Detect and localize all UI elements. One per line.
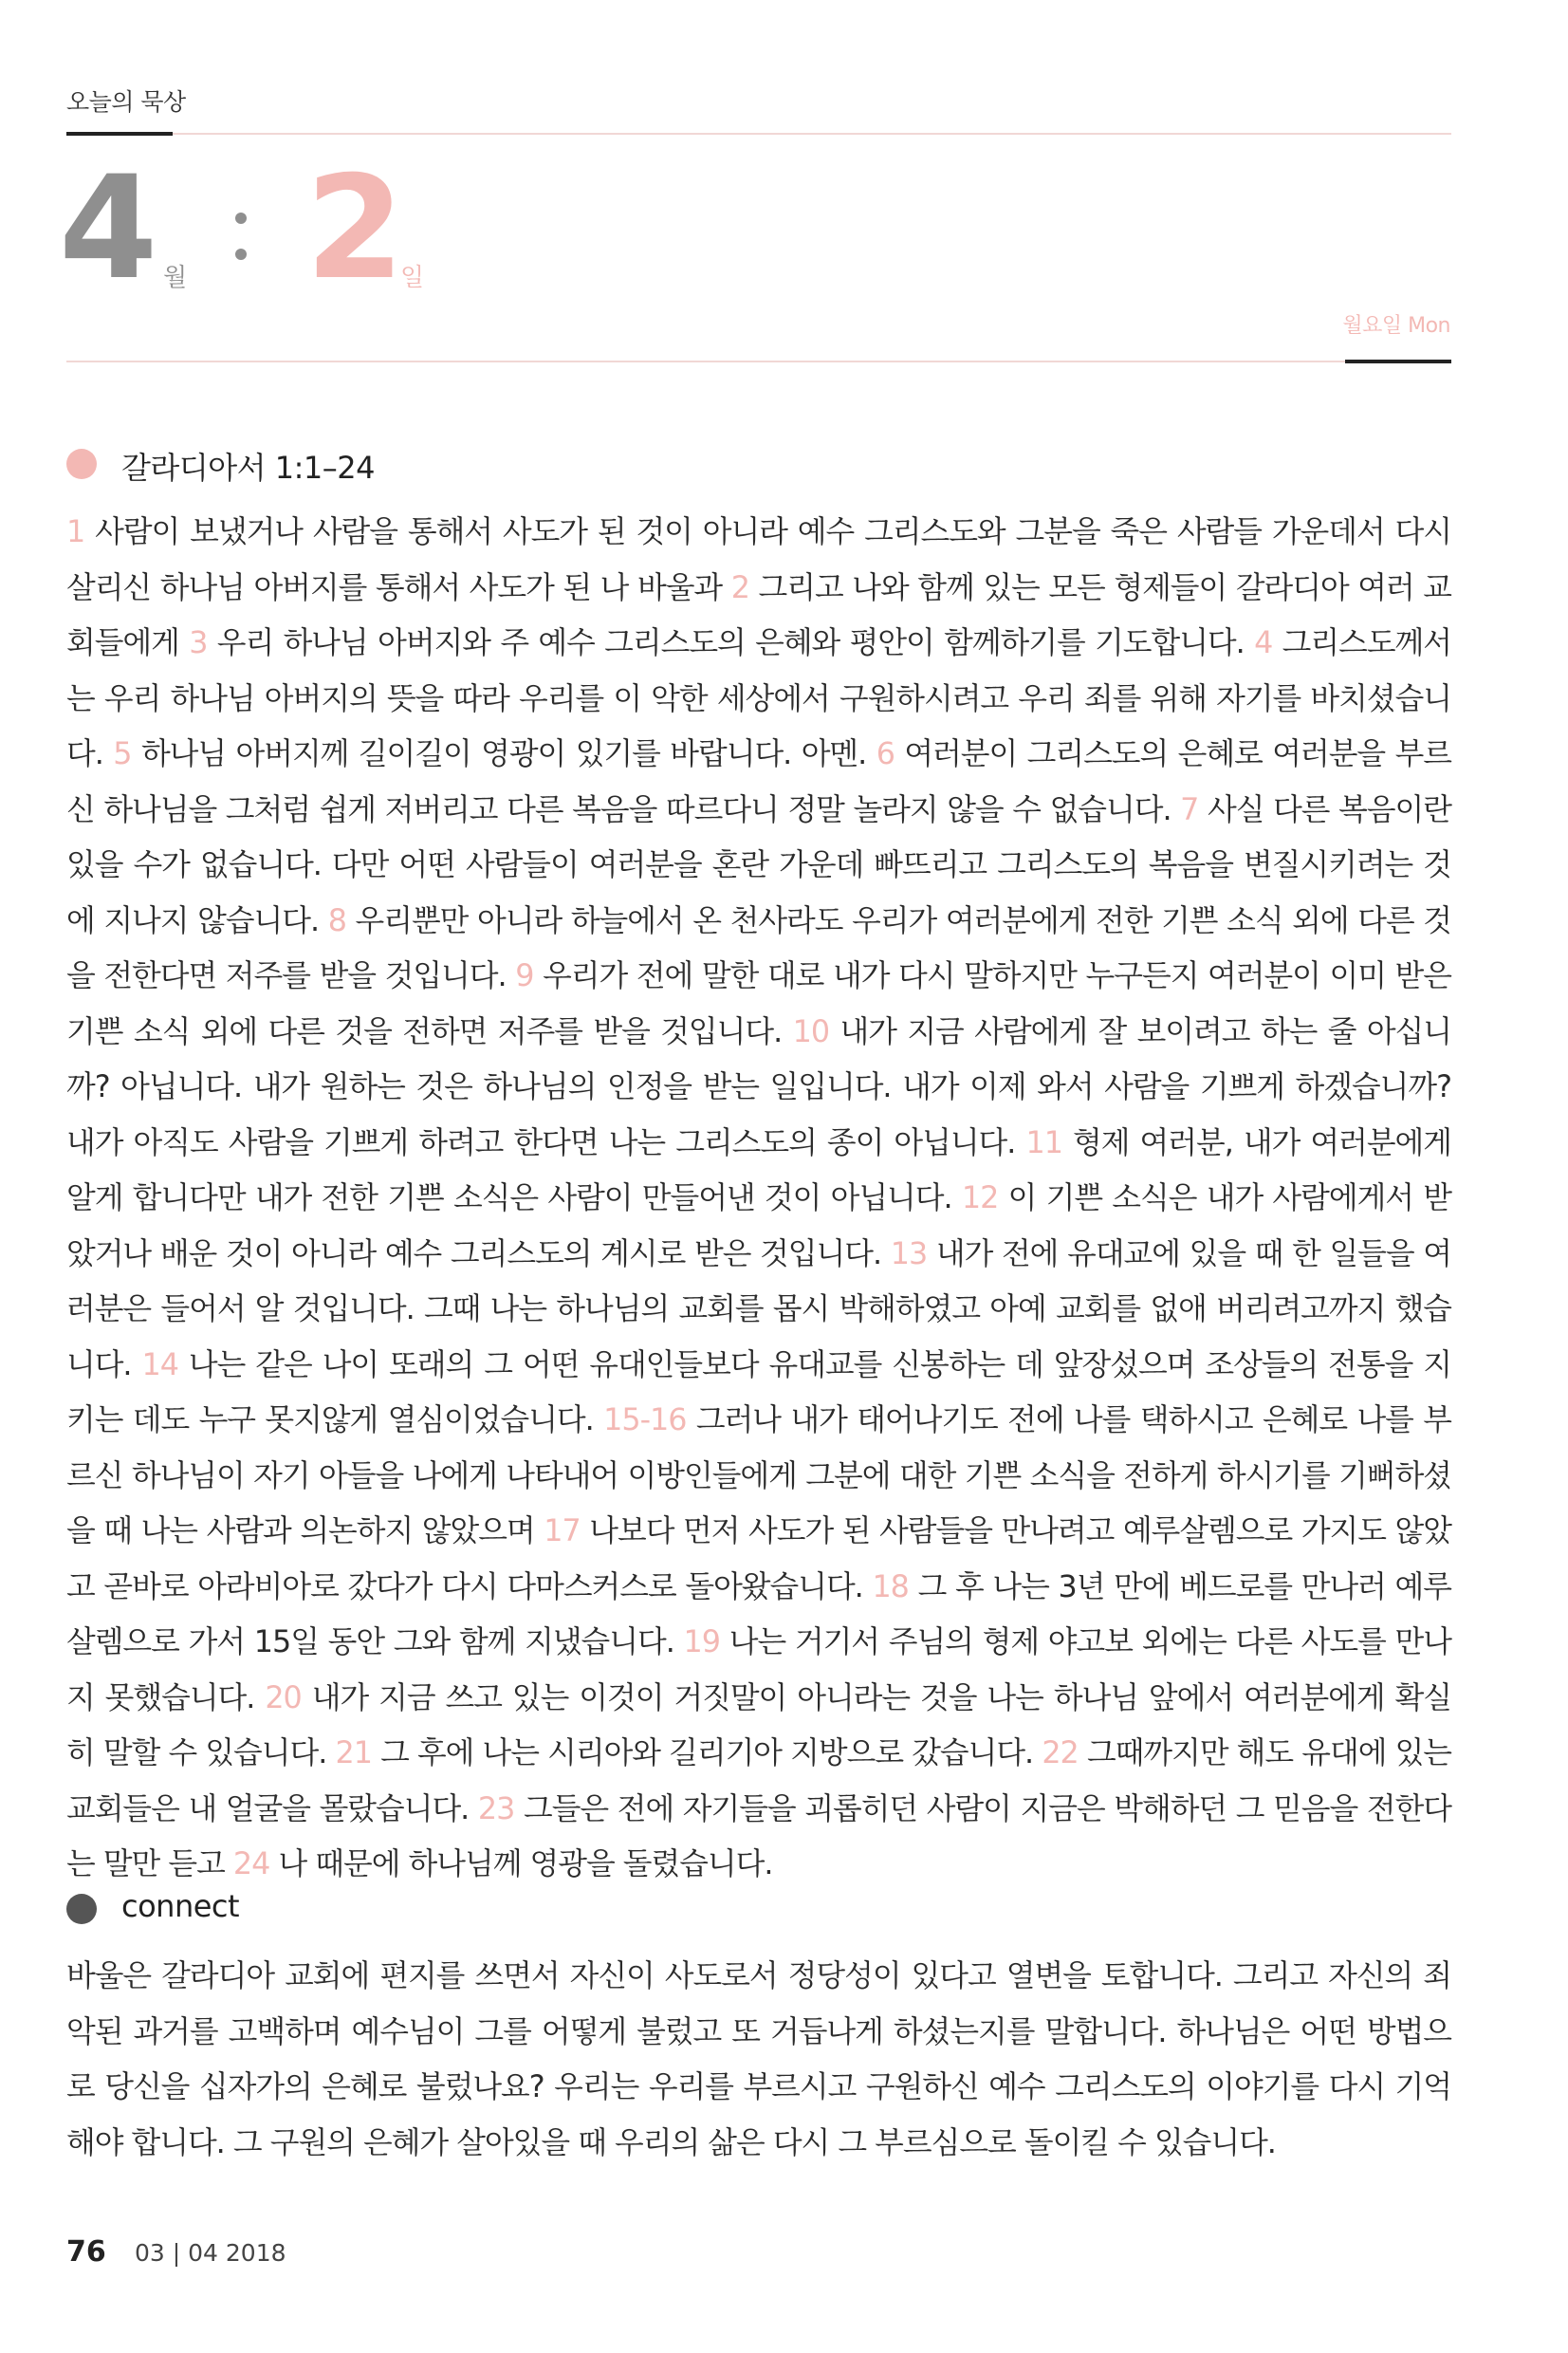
verse-text: 내가 지금 쓰고 있는 이것이 거짓말이 아니라는 것을 나는 하나님 앞에서 여러분에게 확실히 말할 수 있습니다. bbox=[66, 1679, 1451, 1770]
header-rule-accent bbox=[66, 132, 173, 136]
verse-text: 우리 하나님 아버지와 주 예수 그리스도의 은혜와 평안이 함께하기를 기도합니다. bbox=[207, 625, 1255, 660]
verse-number: 18 bbox=[872, 1568, 909, 1604]
verse-text: 내가 지금 사람에게 잘 보이려고 하는 줄 아십니까? 아닙니다. 내가 원하는 것은 하나님의 인정을 받는 일입니다. 내가 이제 와서 사람을 기쁘게 하겠습니까? 내가 아직도 사람을 기쁘게 하려고 한다면 나는 그리스도의 종이 아닙니다. bbox=[66, 1013, 1451, 1160]
verse-number: 7 bbox=[1180, 791, 1199, 827]
verse-number: 24 bbox=[232, 1846, 270, 1881]
connect-text: 바울은 갈라디아 교회에 편지를 쓰면서 자신이 사도로서 정당성이 있다고 열변을 토합니다. 그리고 자신의 죄악된 과거를 고백하며 예수님이 그를 어떻게 불렀고 또 거듭나게 하셨는지를 말합니다. 하나님은 어떤 방법으로 당신을 십자가의 은혜로 불렀나요? 우리는 우리를 부르시고 구원하신 예수 그리스도의 이야기를 다시 기억해야 합니다. 그 구원의 은혜가 살아있을 때 우리의 삶은 다시 그 부르심으로 돌이킬 수 있습니다. bbox=[66, 1958, 1451, 2160]
section-label: 오늘의 묵상 bbox=[66, 88, 186, 116]
verse-text: 나보다 먼저 사도가 된 사람들을 만나려고 예루살렘으로 가지도 않았고 곧바로 아라비아로 갔다가 다시 다마스커스로 돌아왔습니다. bbox=[66, 1513, 1451, 1604]
verse-text: 나는 거기서 주님의 형제 야고보 외에는 다른 사도를 만나지 못했습니다. bbox=[66, 1624, 1451, 1715]
verse-text: 나는 같은 나이 또래의 그 어떤 유대인들보다 유대교를 신봉하는 데 앞장섰으며 조상들의 전통을 지키는 데도 누구 못지않게 열심이었습니다. bbox=[66, 1346, 1451, 1437]
verse-number: 11 bbox=[1025, 1124, 1062, 1160]
verse-text: 그리스도께서는 우리 하나님 아버지의 뜻을 따라 우리를 이 악한 세상에서 구원하시려고 우리 죄를 위해 자기를 바치셨습니다. bbox=[66, 625, 1451, 771]
verse-text: 사실 다른 복음이란 있을 수가 없습니다. 다만 어떤 사람들이 여러분을 혼란 가운데 빠뜨리고 그리스도의 복음을 변질시키려는 것에 지나지 않습니다. bbox=[66, 791, 1451, 938]
issue-date: 03 | 04 2018 bbox=[135, 2239, 286, 2267]
verse-number: 3 bbox=[189, 625, 208, 660]
verse-text: 그 후에 나는 시리아와 길리기아 지방으로 갔습니다. bbox=[371, 1735, 1042, 1770]
verse-text: 우리가 전에 말한 대로 내가 다시 말하지만 누구든지 여러분이 이미 받은 기쁜 소식 외에 다른 것을 전하면 저주를 받을 것입니다. bbox=[66, 958, 1451, 1049]
verse-text: 그 후 나는 3년 만에 베드로를 만나러 예루살렘으로 가서 15일 동안 그와 함께 지냈습니다. bbox=[66, 1568, 1451, 1659]
date-rule bbox=[66, 361, 1451, 362]
verse-number: 10 bbox=[792, 1013, 830, 1049]
date-rule-accent bbox=[1345, 360, 1451, 363]
verse-number: 1 bbox=[66, 514, 85, 549]
verse-text: 하나님 아버지께 길이길이 영광이 있기를 바랍니다. 아멘. bbox=[131, 736, 876, 771]
pink-bullet-icon bbox=[66, 449, 97, 479]
verse-text: 사람이 보냈거나 사람을 통해서 사도가 된 것이 아니라 예수 그리스도와 그분을 죽은 사람들 가운데서 다시 살리신 하나님 아버지를 통해서 사도가 된 나 바울과 bbox=[66, 514, 1451, 605]
page-number: 76 bbox=[66, 2235, 106, 2269]
verse-number: 15-16 bbox=[603, 1402, 687, 1437]
verse-text: 여러분이 그리스도의 은혜로 여러분을 부르신 하나님을 그처럼 쉽게 저버리고 다른 복음을 따르다니 정말 놀라지 않을 수 없습니다. bbox=[66, 736, 1451, 827]
colon-dot-top bbox=[235, 213, 247, 224]
verse-text: 나 때문에 하나님께 영광을 돌렸습니다. bbox=[269, 1846, 773, 1881]
gray-bullet-icon bbox=[66, 1894, 97, 1924]
day-number: 2 bbox=[305, 146, 405, 311]
header-rule bbox=[66, 133, 1451, 135]
verse-number: 20 bbox=[265, 1679, 302, 1715]
verse-number: 14 bbox=[141, 1346, 178, 1382]
verse-number: 19 bbox=[683, 1624, 720, 1659]
verse-number: 13 bbox=[890, 1235, 928, 1271]
verse-text: 그리고 나와 함께 있는 모든 형제들이 갈라디아 여러 교회들에게 bbox=[66, 569, 1451, 660]
connect-title: connect bbox=[121, 1888, 240, 1924]
verse-number: 17 bbox=[544, 1513, 581, 1548]
verse-number: 21 bbox=[335, 1735, 372, 1770]
verse-number: 4 bbox=[1254, 625, 1273, 660]
verse-number: 6 bbox=[876, 736, 895, 771]
scripture-text bbox=[66, 505, 1451, 1893]
verse-number: 8 bbox=[327, 902, 346, 938]
colon-dot-bottom bbox=[235, 249, 247, 260]
verse-text: 그들은 전에 자기들을 괴롭히던 사람이 지금은 박해하던 그 믿음을 전한다는 말만 듣고 bbox=[66, 1790, 1451, 1881]
verse-number: 22 bbox=[1042, 1735, 1079, 1770]
verse-number: 9 bbox=[515, 958, 534, 993]
verse-number: 23 bbox=[477, 1790, 515, 1826]
verse-number: 2 bbox=[730, 569, 749, 605]
verse-text: 그때까지만 해도 유대에 있는 교회들은 내 얼굴을 몰랐습니다. bbox=[66, 1735, 1452, 1826]
passage-title: 갈라디아서 1:1–24 bbox=[121, 450, 375, 486]
verse-text: 내가 전에 유대교에 있을 때 한 일들을 여러분은 들어서 알 것입니다. 그때 나는 하나님의 교회를 몹시 박해하였고 아예 교회를 없애 버리려고까지 했습니다. bbox=[66, 1235, 1452, 1382]
verse-number: 5 bbox=[113, 736, 132, 771]
verse-text: 우리뿐만 아니라 하늘에서 온 천사라도 우리가 여러분에게 전한 기쁜 소식 외에 다른 것을 전한다면 저주를 받을 것입니다. bbox=[66, 902, 1451, 993]
month-number: 4 bbox=[59, 146, 158, 311]
verse-text: 그러나 내가 태어나기도 전에 나를 택하시고 은혜로 나를 부르신 하나님이 자기 아들을 나에게 나타내어 이방인들에게 그분에 대한 기쁜 소식을 전하게 하시기를 기뻐하셨을 때 나는 사람과 의논하지 않았으며 bbox=[66, 1402, 1451, 1548]
verse-text: 형제 여러분, 내가 여러분에게 알게 합니다만 내가 전한 기쁜 소식은 사람이 만들어낸 것이 아닙니다. bbox=[66, 1124, 1451, 1215]
verse-number: 12 bbox=[961, 1180, 999, 1215]
month-unit: 월 bbox=[163, 264, 188, 292]
verse-text: 이 기쁜 소식은 내가 사람에게서 받았거나 배운 것이 아니라 예수 그리스도의 계시로 받은 것입니다. bbox=[66, 1180, 1451, 1271]
day-unit: 일 bbox=[400, 264, 425, 292]
weekday-label: 월요일 Mon bbox=[1342, 314, 1450, 338]
